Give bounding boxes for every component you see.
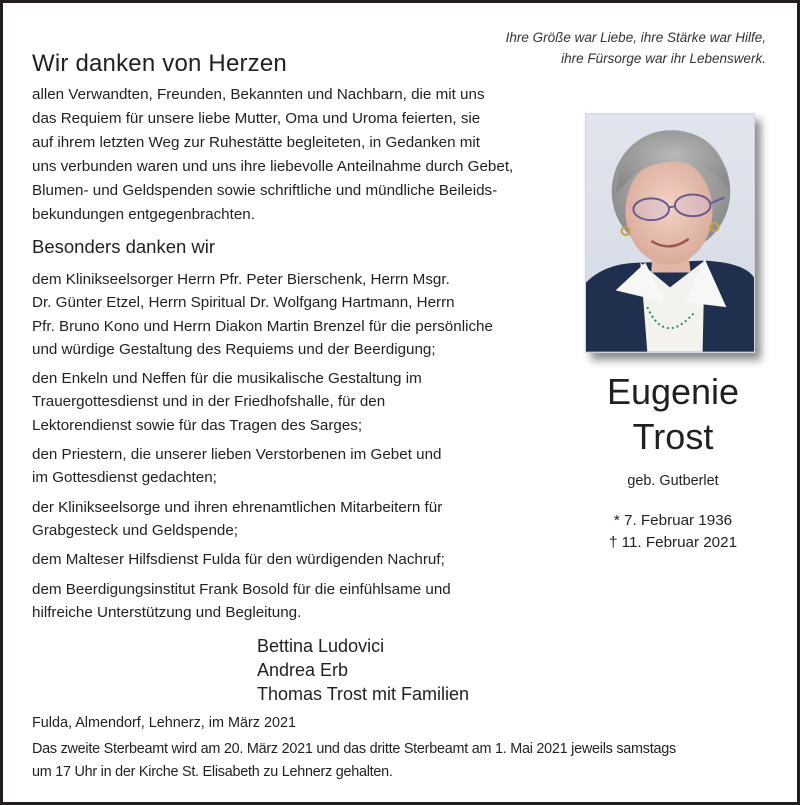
thanks-paragraph-family [32, 367, 552, 437]
thanks-line: dem Malteser Hilfsdienst Fulda für den würdigenden Nachruf; [32, 551, 445, 569]
thanks-line: und würdige Gestaltung des Requiems und der Beerdigung; [32, 340, 436, 358]
intro-line: Blumen- und Geldspenden sowie schriftliche und mündliche Beileids- [32, 181, 498, 199]
intro-line: bekundungen entgegenbrachten. [32, 205, 255, 223]
thanks-line: den Enkeln und Neffen für die musikalische Gestaltung im [32, 370, 422, 388]
portrait-photo [585, 113, 755, 353]
thanks-line: den Priestern, die unserer lieben Verstorbenen im Gebet und [32, 446, 442, 464]
thanks-line: dem Beerdigungsinstitut Frank Bosold für die einfühlsame und [32, 580, 451, 598]
service-line: um 17 Uhr in der Kirche St. Elisabeth zu Lehnerz gehalten. [32, 763, 393, 780]
headline: Wir danken von Herzen [32, 50, 287, 77]
signer-name: Bettina Ludovici [257, 636, 385, 656]
portrait-illustration-icon [586, 114, 754, 352]
thanks-line: Dr. Günter Etzel, Herrn Spiritual Dr. Wolfgang Hartmann, Herrn [32, 294, 455, 312]
thanks-paragraph-funeral-home [32, 578, 552, 625]
thanks-list [32, 268, 552, 630]
thanks-line: der Klinikseelsorge und ihren ehrenamtlichen Mitarbeitern für [32, 498, 443, 516]
thanks-line: dem Klinikseelsorger Herrn Pfr. Peter Bierschenk, Herrn Msgr. [32, 271, 450, 288]
motto-line: Ihre Größe war Liebe, ihre Stärke war Hilfe, [505, 30, 766, 45]
subheading: Besonders danken wir [32, 236, 216, 257]
thanks-line: hilfreiche Unterstützung und Begleitung. [32, 603, 302, 621]
signers [257, 634, 469, 706]
thanks-paragraph-priests [32, 443, 552, 490]
thanks-line: Pfr. Bruno Kono und Herrn Diakon Martin Brenzel für die persönliche [32, 317, 493, 335]
thanks-paragraph-hospital [32, 496, 552, 543]
death-date: † 11. Februar 2021 [608, 534, 738, 551]
motto-line: ihre Fürsorge war ihr Lebenswerk. [561, 51, 766, 66]
thanks-line: Grabgesteck und Geldspende; [32, 521, 239, 539]
thanks-paragraph-clergy [32, 268, 552, 361]
thanks-paragraph-malteser [32, 548, 552, 571]
thanks-line: Trauergottesdienst und in der Friedhofshalle, für den [32, 393, 386, 411]
deceased-last-name: Trost [632, 416, 714, 457]
life-dates [563, 510, 783, 554]
thanks-line: im Gottesdienst gedachten; [32, 469, 217, 487]
motto-quote [506, 27, 766, 69]
intro-text [32, 83, 572, 226]
signer-name: Andrea Erb [257, 660, 349, 680]
intro-line: auf ihrem letzten Weg zur Ruhestätte begleiteten, in Gedanken mit [32, 133, 481, 151]
place-date: Fulda, Almendorf, Lehnerz, im März 2021 [32, 715, 296, 731]
intro-line: das Requiem für unsere liebe Mutter, Oma und Uroma feierten, sie [32, 109, 481, 127]
signer-name: Thomas Trost mit Familien [257, 684, 470, 704]
service-notice [32, 738, 782, 783]
intro-line: uns verbunden waren und uns ihre liebevolle Anteilnahme durch Gebet, [32, 157, 514, 175]
maiden-name: geb. Gutberlet [627, 473, 719, 489]
birth-date: * 7. Februar 1936 [613, 512, 733, 529]
thanks-line: Lektorendienst sowie für das Tragen des Sarges; [32, 416, 363, 434]
service-line: Das zweite Sterbeamt wird am 20. März 2021 und das dritte Sterbeamt am 1. Mai 2021 jeweils samstags [32, 741, 676, 757]
deceased-first-name: Eugenie [606, 371, 740, 412]
intro-line: allen Verwandten, Freunden, Bekannten und Nachbarn, die mit uns [32, 86, 485, 103]
